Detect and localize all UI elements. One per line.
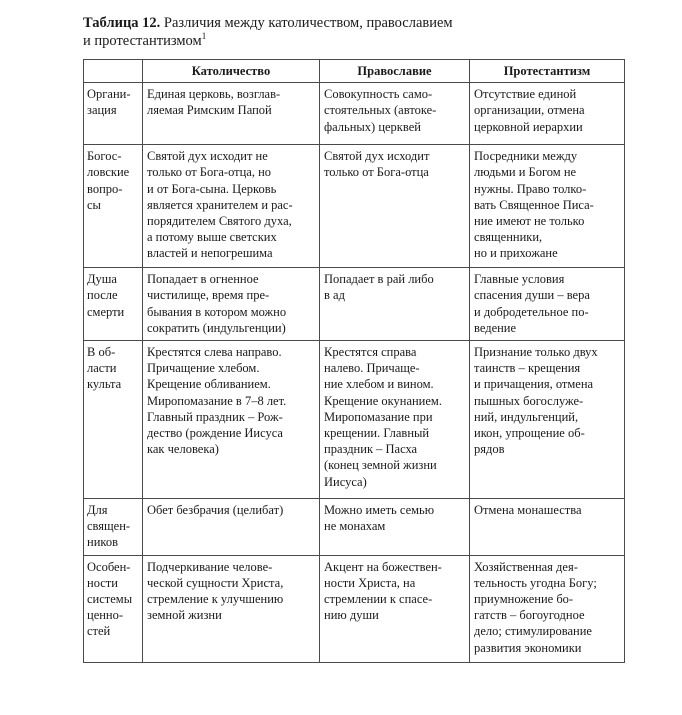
caption-title-line1: Различия между католичеством, православием (160, 15, 453, 31)
cell-text-line: нию души (324, 608, 379, 623)
cell-text-line: ценно- (87, 608, 124, 623)
cell-text-line: стремление к улучшению (147, 592, 284, 607)
cell-text-line: спасения души – вера (474, 288, 590, 303)
cell-text-line: пышных богослуже- (474, 393, 584, 408)
cell-text-line: стей (87, 624, 111, 639)
table-body (84, 83, 625, 662)
cell-text-line: Хозяйственная дея- (474, 559, 578, 574)
cell-text-line: развития экономики (474, 640, 582, 655)
cell-text-line: и от Бога-сына. Церковь (147, 181, 277, 196)
caption-label: Таблица 12. (83, 15, 161, 31)
cell-text-line: после (87, 288, 118, 303)
catholicism-cell (143, 83, 320, 145)
cell-text-line: Посредники между (474, 149, 578, 164)
catholicism-cell (143, 341, 320, 499)
cell-text-line: только от Бога-отца (324, 165, 429, 180)
cell-text-line: в ад (324, 288, 345, 303)
cell-text-line: Можно иметь семью (324, 503, 435, 518)
row-label (84, 83, 143, 145)
cell-text-line: людьми и Богом не (474, 165, 577, 180)
cell-text-line: Главный праздник – Рож- (147, 409, 283, 424)
cell-text-line: приумножение бо- (474, 592, 574, 607)
cell-text-line: Миропомазание в 7–8 лет. (147, 393, 287, 408)
cell-text-line: Иисуса) (324, 474, 367, 489)
cell-text-line: Святой дух исходит (324, 149, 430, 164)
row-label (84, 341, 143, 499)
footnote-marker: 1 (201, 31, 207, 42)
table-row (84, 83, 625, 145)
catholicism-cell (143, 268, 320, 341)
protestantism-cell (470, 499, 625, 556)
cell-text-line: Для (87, 503, 108, 518)
protestantism-cell (470, 341, 625, 499)
cell-text-line: Отсутствие единой (474, 87, 577, 102)
cell-text-line: смерти (87, 304, 125, 319)
cell-text-line: ний, индульгенций, (474, 409, 579, 424)
cell-text-line: гатств – богоугодное (474, 608, 585, 623)
cell-text-line: Главные условия (474, 272, 565, 287)
cell-text-line: Единая церковь, возглав- (147, 87, 281, 102)
cell-text-line: рядов (474, 442, 505, 457)
cell-text-line: ние имеют не только (474, 214, 585, 229)
cell-text-line: ческой сущности Христа, (147, 575, 284, 590)
cell-text-line: священники, (474, 230, 543, 245)
cell-text-line: дело; стимулирование (474, 624, 592, 639)
orthodoxy-cell (320, 145, 470, 268)
row-label (84, 499, 143, 556)
table-row (84, 555, 625, 662)
catholicism-cell (143, 145, 320, 268)
cell-text-line: фальных) церквей (324, 119, 421, 134)
cell-text-line: церковной иерархии (474, 119, 583, 134)
orthodoxy-cell (320, 341, 470, 499)
protestantism-cell (470, 268, 625, 341)
cell-text-line: Органи- (87, 87, 131, 102)
row-label (84, 145, 143, 268)
cell-text-line: Признание только двух (474, 345, 598, 360)
cell-text-line: Душа (87, 272, 117, 287)
cell-text-line: Совокупность само- (324, 87, 433, 102)
table-row (84, 268, 625, 341)
cell-text-line: стоятельных (автоке- (324, 103, 437, 118)
cell-text-line: стремлении к спасе- (324, 592, 433, 607)
protestantism-cell (470, 83, 625, 145)
table-row (84, 145, 625, 268)
cell-text-line: ловские (87, 165, 130, 180)
cell-text-line: Отмена монашества (474, 503, 582, 518)
header-orthodoxy: Православие (320, 60, 470, 83)
cell-text-line: как человека) (147, 442, 219, 457)
cell-text-line: зация (87, 103, 117, 118)
cell-text-line: (конец земной жизни (324, 458, 437, 473)
table-row (84, 499, 625, 556)
cell-text-line: Попадает в рай либо (324, 272, 434, 287)
cell-text-line: тельность угодна Богу; (474, 575, 597, 590)
cell-text-line: В об- (87, 345, 116, 360)
catholicism-cell (143, 555, 320, 662)
cell-text-line: Акцент на божествен- (324, 559, 442, 574)
cell-text-line: не монахам (324, 519, 386, 534)
cell-text-line: порядителем Святого духа, (147, 214, 292, 229)
cell-text-line: священ- (87, 519, 131, 534)
cell-text-line: вать Священное Писа- (474, 197, 594, 212)
cell-text-line: Крещение обливанием. (147, 377, 271, 392)
cell-text-line: организации, отмена (474, 103, 585, 118)
protestantism-cell (470, 555, 625, 662)
orthodoxy-cell (320, 83, 470, 145)
cell-text-line: нужны. Право толко- (474, 181, 587, 196)
cell-text-line: ведение (474, 320, 517, 335)
cell-text-line: только от Бога-отца, но (147, 165, 272, 180)
cell-text-line: чистилище, время пре- (147, 288, 270, 303)
cell-text-line: ласти (87, 361, 117, 376)
cell-text-line: культа (87, 377, 122, 392)
cell-text-line: бывания в котором можно (147, 304, 287, 319)
cell-text-line: земной жизни (147, 608, 222, 623)
cell-text-line: сократить (индульгенции) (147, 320, 286, 335)
cell-text-line: Крещение окунанием. (324, 393, 442, 408)
cell-text-line: Крестятся слева направо. (147, 345, 282, 360)
header-empty (84, 60, 143, 83)
table-header-row (84, 60, 625, 83)
cell-text-line: Особен- (87, 559, 131, 574)
orthodoxy-cell (320, 268, 470, 341)
cell-text-line: Причащение хлебом. (147, 361, 260, 376)
cell-text-line: ности (87, 575, 118, 590)
table-row (84, 341, 625, 499)
cell-text-line: сы (87, 197, 101, 212)
row-label (84, 268, 143, 341)
cell-text-line: дество (рождение Иисуса (147, 426, 283, 441)
cell-text-line: ников (87, 535, 118, 550)
cell-text-line: Попадает в огненное (147, 272, 259, 287)
cell-text-line: крещении. Главный (324, 426, 430, 441)
orthodoxy-cell (320, 499, 470, 556)
orthodoxy-cell (320, 555, 470, 662)
cell-text-line: и добродетельное по- (474, 304, 589, 319)
cell-text-line: является хранителем и рас- (147, 197, 293, 212)
cell-text-line: и причащения, отмена (474, 377, 594, 392)
cell-text-line: таинств – крещения (474, 361, 581, 376)
cell-text-line: налево. Причаще- (324, 361, 420, 376)
header-protestantism: Протестантизм (470, 60, 625, 83)
cell-text-line: Подчеркивание челове- (147, 559, 273, 574)
comparison-table (83, 59, 625, 663)
cell-text-line: Богос- (87, 149, 122, 164)
cell-text-line: системы (87, 592, 133, 607)
cell-text-line: ние хлебом и вином. (324, 377, 434, 392)
cell-text-line: Крестятся справа (324, 345, 417, 360)
cell-text-line: но и прихожане (474, 246, 558, 261)
cell-text-line: вопро- (87, 181, 123, 196)
cell-text-line: властей и непогрешима (147, 246, 273, 261)
cell-text-line: Обет безбрачия (целибат) (147, 503, 284, 518)
cell-text-line: икон, упрощение об- (474, 426, 585, 441)
table-caption (83, 14, 623, 50)
caption-title-line2: и протестантизмом (83, 33, 202, 49)
header-catholicism: Католичество (143, 60, 320, 83)
cell-text-line: ности Христа, на (324, 575, 416, 590)
cell-text-line: Миропомазание при (324, 409, 433, 424)
cell-text-line: ляемая Римским Папой (147, 103, 272, 118)
protestantism-cell (470, 145, 625, 268)
cell-text-line: а потому выше светских (147, 230, 277, 245)
cell-text-line: праздник – Пасха (324, 442, 418, 457)
row-label (84, 555, 143, 662)
cell-text-line: Святой дух исходит не (147, 149, 268, 164)
catholicism-cell (143, 499, 320, 556)
